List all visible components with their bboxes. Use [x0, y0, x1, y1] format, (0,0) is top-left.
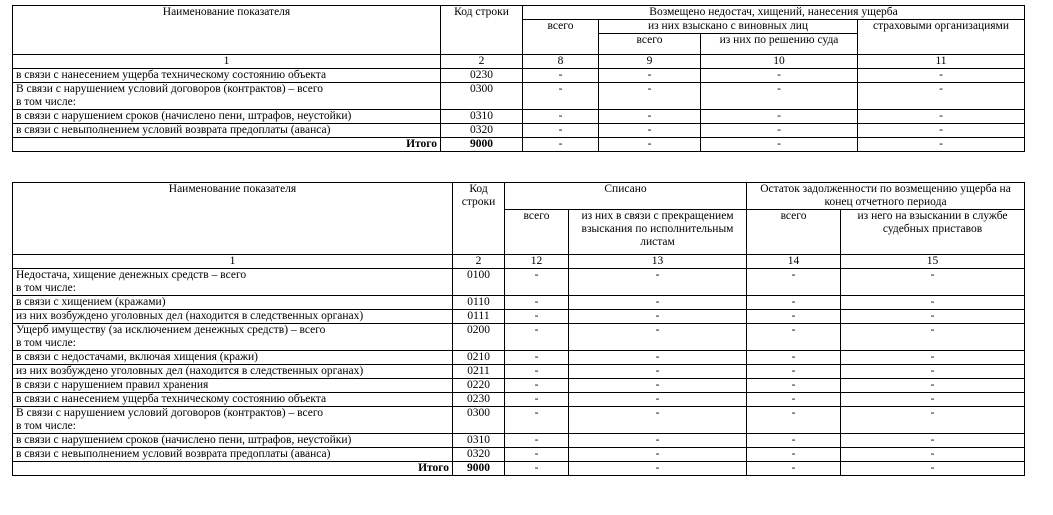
cell-value: -: [523, 124, 599, 138]
header-total: всего: [523, 20, 599, 55]
cell-value: -: [505, 296, 569, 310]
cell-value: -: [747, 393, 841, 407]
table-row: [13, 379, 1025, 393]
cell-value: -: [841, 393, 1025, 407]
cell-value: -: [841, 324, 1025, 351]
cell-value: -: [701, 110, 858, 124]
cell-value: -: [841, 434, 1025, 448]
cell-value: -: [841, 365, 1025, 379]
cell-value: -: [747, 434, 841, 448]
cell-value: -: [505, 269, 569, 296]
row-code: 0300: [441, 83, 523, 110]
table-row: [13, 269, 1025, 296]
cell-value: -: [701, 124, 858, 138]
header-compensated: Возмещено недостач, хищений, нанесения ущерба: [523, 6, 1025, 20]
header-written-total: всего: [505, 210, 569, 255]
cell-value: -: [841, 448, 1025, 462]
cell-value: -: [523, 110, 599, 124]
row-name: в связи с нарушением правил хранения: [13, 379, 453, 393]
col-number: 9: [599, 55, 701, 69]
row-code: 0310: [441, 110, 523, 124]
table-row: [13, 407, 1025, 434]
header-code: Код строки: [441, 6, 523, 55]
cell-value: -: [747, 351, 841, 365]
row-name: в связи с невыполнением условий возврата предоплаты (аванса): [13, 448, 453, 462]
cell-value: -: [841, 379, 1025, 393]
cell-value: -: [505, 324, 569, 351]
cell-value: -: [523, 69, 599, 83]
cell-value: -: [747, 379, 841, 393]
cell-value: -: [505, 365, 569, 379]
cell-value: -: [747, 296, 841, 310]
table-row: [13, 296, 1025, 310]
cell-value: -: [569, 365, 747, 379]
col-number: 10: [701, 55, 858, 69]
total-row: [13, 138, 1025, 152]
row-subtitle: в том числе:: [16, 337, 76, 349]
cell-value: -: [841, 351, 1025, 365]
col-number: 1: [13, 55, 441, 69]
cell-value: -: [858, 69, 1025, 83]
row-code: 0320: [441, 124, 523, 138]
row-code: 0200: [453, 324, 505, 351]
row-name: в связи с нанесением ущерба техническому состоянию объекта: [13, 69, 441, 83]
row-name: в связи с нарушением сроков (начислено пени, штрафов, неустойки): [13, 110, 441, 124]
row-subtitle: в том числе:: [16, 420, 76, 432]
cell-value: -: [858, 110, 1025, 124]
col-number: 2: [453, 255, 505, 269]
cell-value: -: [505, 351, 569, 365]
cell-value: -: [841, 310, 1025, 324]
table-row: [13, 69, 1025, 83]
cell-value: -: [747, 365, 841, 379]
cell-value: -: [569, 310, 747, 324]
row-code: 0211: [453, 365, 505, 379]
row-name: В связи с нарушением условий договоров (контрактов) – всего в том числе:: [13, 83, 441, 110]
cell-value: -: [569, 379, 747, 393]
total-label: Итого: [13, 462, 453, 476]
cell-value: -: [505, 462, 569, 476]
row-code: 0220: [453, 379, 505, 393]
row-code: 0320: [453, 448, 505, 462]
row-name: в связи с нанесением ущерба техническому состоянию объекта: [13, 393, 453, 407]
cell-value: -: [569, 269, 747, 296]
header-remaining-total: всего: [747, 210, 841, 255]
cell-value: -: [505, 434, 569, 448]
cell-value: -: [858, 83, 1025, 110]
cell-value: -: [599, 69, 701, 83]
table-row: [13, 310, 1025, 324]
row-subtitle: в том числе:: [16, 96, 76, 108]
table-row: [13, 124, 1025, 138]
total-code: 9000: [453, 462, 505, 476]
cell-value: -: [701, 138, 858, 152]
table-row: [13, 434, 1025, 448]
header-bailiffs: из него на взыскании в службе судебных приставов: [841, 210, 1025, 255]
cell-value: -: [701, 83, 858, 110]
col-number: 2: [441, 55, 523, 69]
cell-value: -: [747, 324, 841, 351]
row-subtitle: в том числе:: [16, 282, 76, 294]
cell-value: -: [569, 434, 747, 448]
row-name: из них возбуждено уголовных дел (находится в следственных органах): [13, 310, 453, 324]
row-code: 0310: [453, 434, 505, 448]
total-label: Итого: [13, 138, 441, 152]
row-name: Недостача, хищение денежных средств – всего в том числе:: [13, 269, 453, 296]
row-name: Ущерб имуществу (за исключением денежных средств) – всего в том числе:: [13, 324, 453, 351]
cell-value: -: [599, 138, 701, 152]
cell-value: -: [747, 407, 841, 434]
cell-value: -: [747, 448, 841, 462]
col-number: 14: [747, 255, 841, 269]
table-row: [13, 351, 1025, 365]
total-code: 9000: [441, 138, 523, 152]
header-name: Наименование показателя: [13, 6, 441, 55]
table-row: [13, 83, 1025, 110]
cell-value: -: [747, 269, 841, 296]
cell-value: -: [505, 310, 569, 324]
cell-value: -: [569, 407, 747, 434]
header-culprits-total: всего: [599, 34, 701, 55]
row-code: 0100: [453, 269, 505, 296]
cell-value: -: [858, 138, 1025, 152]
cell-value: -: [747, 462, 841, 476]
header-written-off: Списано: [505, 183, 747, 210]
cell-value: -: [505, 379, 569, 393]
header-name: Наименование показателя: [13, 183, 453, 255]
cell-value: -: [858, 124, 1025, 138]
col-number: 11: [858, 55, 1025, 69]
cell-value: -: [569, 448, 747, 462]
row-code: 0300: [453, 407, 505, 434]
row-code: 0230: [453, 393, 505, 407]
row-name: из них возбуждено уголовных дел (находится в следственных органах): [13, 365, 453, 379]
table-row: [13, 448, 1025, 462]
row-name: в связи с недостачами, включая хищения (кражи): [13, 351, 453, 365]
header-code: Код строки: [453, 183, 505, 255]
table-row: [13, 324, 1025, 351]
cell-value: -: [505, 393, 569, 407]
header-by-court: из них по решению суда: [701, 34, 858, 55]
col-number: 15: [841, 255, 1025, 269]
damage-compensation-table: [12, 5, 1025, 152]
header-from-culprits: из них взыскано с виновных лиц: [599, 20, 858, 34]
cell-value: -: [841, 407, 1025, 434]
col-number: 12: [505, 255, 569, 269]
cell-value: -: [523, 138, 599, 152]
row-code: 0210: [453, 351, 505, 365]
table-row: [13, 110, 1025, 124]
cell-value: -: [505, 407, 569, 434]
cell-value: -: [599, 124, 701, 138]
header-insurance: страховыми организациями: [858, 20, 1025, 55]
row-code: 0230: [441, 69, 523, 83]
col-number: 13: [569, 255, 747, 269]
row-code: 0111: [453, 310, 505, 324]
table-row: [13, 393, 1025, 407]
col-number: 8: [523, 55, 599, 69]
cell-value: -: [505, 448, 569, 462]
cell-value: -: [599, 110, 701, 124]
cell-value: -: [841, 296, 1025, 310]
table-row: [13, 365, 1025, 379]
write-off-table: [12, 182, 1025, 476]
cell-value: -: [747, 310, 841, 324]
cell-value: -: [569, 393, 747, 407]
cell-value: -: [841, 269, 1025, 296]
cell-value: -: [523, 83, 599, 110]
row-name: в связи с хищением (кражами): [13, 296, 453, 310]
total-row: [13, 462, 1025, 476]
cell-value: -: [841, 462, 1025, 476]
header-written-termination: из них в связи с прекращением взыскания по исполнительным листам: [569, 210, 747, 255]
row-name: в связи с невыполнением условий возврата предоплаты (аванса): [13, 124, 441, 138]
row-code: 0110: [453, 296, 505, 310]
cell-value: -: [599, 83, 701, 110]
row-name: В связи с нарушением условий договоров (контрактов) – всего в том числе:: [13, 407, 453, 434]
col-number: 1: [13, 255, 453, 269]
header-remaining: Остаток задолженности по возмещению ущерба на конец отчетного периода: [747, 183, 1025, 210]
cell-value: -: [569, 296, 747, 310]
cell-value: -: [569, 351, 747, 365]
cell-value: -: [569, 324, 747, 351]
row-name: в связи с нарушением сроков (начислено пени, штрафов, неустойки): [13, 434, 453, 448]
cell-value: -: [701, 69, 858, 83]
cell-value: -: [569, 462, 747, 476]
